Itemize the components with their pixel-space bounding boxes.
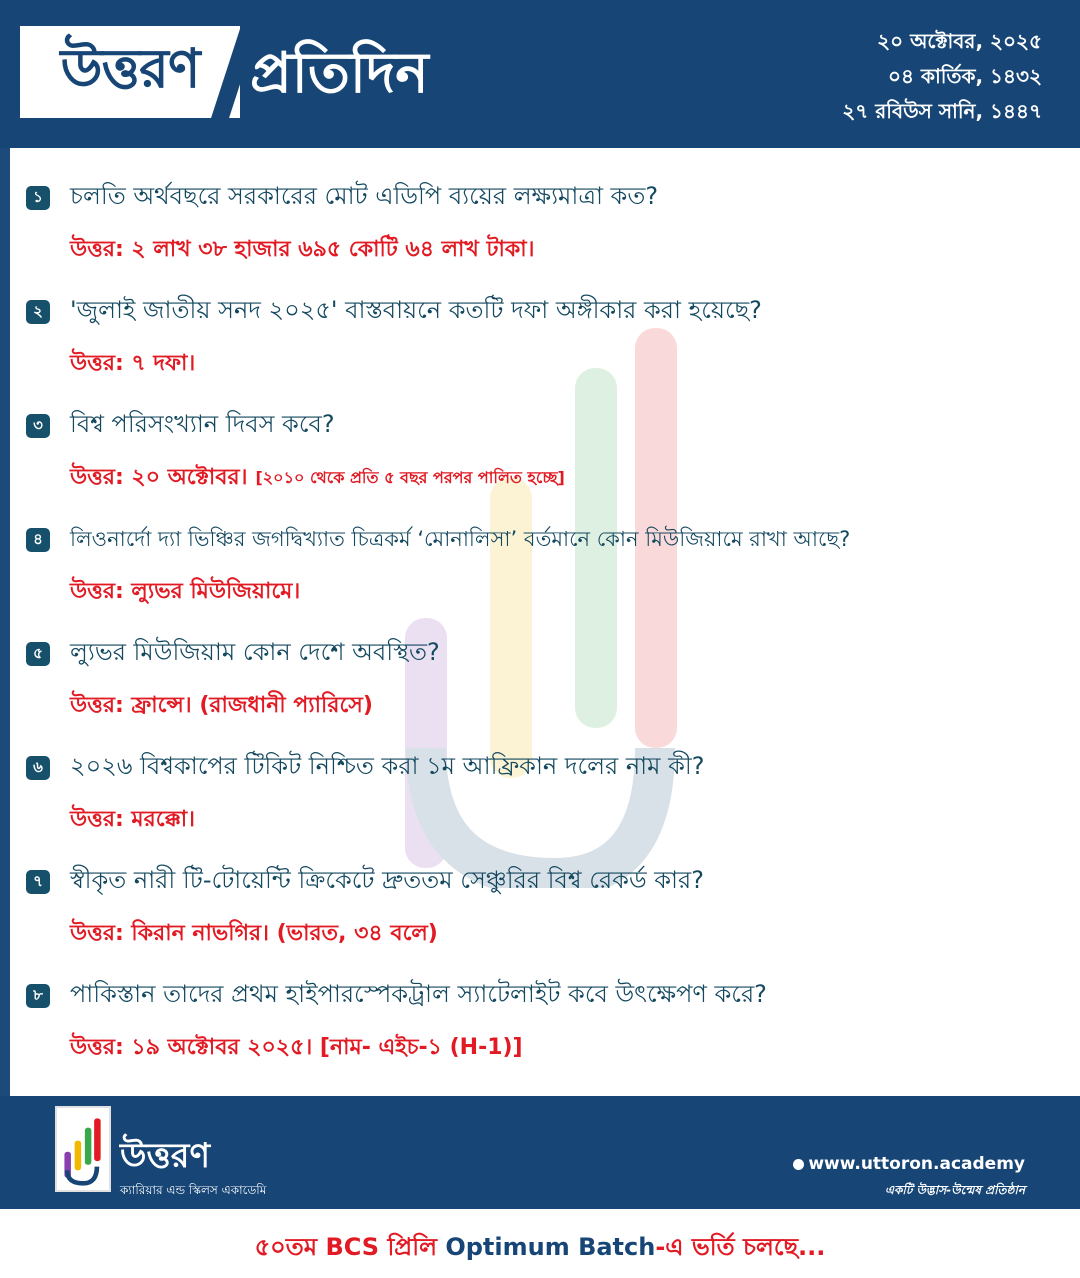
qa-item-1 — [10, 176, 1080, 280]
question-text: লিওনার্দো দ্যা ভিঞ্চির জগদ্বিখ্যাত চিত্রকর্ম ‘মোনালিসা’ বর্তমানে কোন মিউজিয়ামে রাখা আছে? — [70, 526, 851, 551]
brand-name: উত্তরণ — [60, 37, 200, 100]
question-number-badge: ২ — [26, 300, 50, 324]
brand-logo-box — [20, 26, 240, 118]
answer-note: [২০১০ থেকে প্রতি ৫ বছর পরপর পালিত হচ্ছে] — [255, 467, 565, 487]
uttoron-logo-icon — [55, 1106, 111, 1192]
answer-text: উত্তর: কিরান নাভগির। (ভারত, ৩৪ বলে) — [70, 920, 438, 946]
qa-item-4 — [10, 518, 1080, 622]
date-gregorian: ২০ অক্টোবর, ২০২৫ — [877, 29, 1042, 53]
promo-text — [0, 1229, 1080, 1269]
question-number-badge: ১ — [26, 186, 50, 210]
answer-text: উত্তর: মরক্কো। — [70, 806, 196, 832]
question-text: 'জুলাই জাতীয় সনদ ২০২৫' বাস্তবায়নে কতটি দফা অঙ্গীকার করা হয়েছে? — [70, 296, 762, 324]
question-number-badge: ৮ — [26, 984, 50, 1008]
qa-item-6 — [10, 746, 1080, 850]
answer-text: উত্তর: ১৯ অক্টোবর ২০২৫। [নাম- এইচ-১ (H-1)] — [70, 1034, 523, 1060]
globe-icon — [793, 1159, 804, 1170]
question-number-badge: ৭ — [26, 870, 50, 894]
answer-text: উত্তর: ল্যুভর মিউজিয়ামে। — [70, 578, 301, 604]
answer-text: উত্তর: ৭ দফা। — [70, 350, 196, 376]
question-text: ২০২৬ বিশ্বকাপের টিকিট নিশ্চিত করা ১ম আফ্রিকান দলের নাম কী? — [70, 752, 705, 780]
website-text: www.uttoron.academy — [808, 1154, 1025, 1174]
qa-panel — [10, 148, 1080, 1096]
answer-text: উত্তর: ফ্রান্সে। (রাজধানী প্যারিসে) — [70, 692, 373, 718]
promo-bar — [0, 1206, 1080, 1278]
question-text: বিশ্ব পরিসংখ্যান দিবস কবে? — [70, 410, 335, 438]
promo-part-3: -এ ভর্তি চলছে... — [655, 1233, 826, 1261]
date-block — [842, 24, 1042, 129]
qa-item-5 — [10, 632, 1080, 736]
qa-item-8 — [10, 974, 1080, 1078]
footer-brand-subtitle: ক্যারিয়ার এন্ড স্কিলস একাডেমি — [120, 1183, 267, 1197]
promo-part-1: ৫০তম BCS প্রিলি — [254, 1233, 437, 1261]
question-number-badge: ৬ — [26, 756, 50, 780]
header — [0, 0, 1080, 148]
qa-item-2 — [10, 290, 1080, 394]
date-hijri: ২৭ রবিউস সানি, ১৪৪৭ — [842, 99, 1042, 123]
footer-tagline: একটি উদ্ভাস-উন্মেষ প্রতিষ্ঠান — [884, 1183, 1025, 1197]
page-title: প্রতিদিন — [250, 41, 429, 106]
date-bangla: ০৪ কার্তিক, ১৪৩২ — [888, 64, 1042, 88]
answer-text: উত্তর: ২০ অক্টোবর। — [70, 464, 248, 490]
question-number-badge: ৪ — [26, 528, 50, 552]
question-text: চলতি অর্থবছরে সরকারের মোট এডিপি ব্যয়ের লক্ষ্যমাত্রা কত? — [70, 182, 659, 210]
qa-item-7 — [10, 860, 1080, 964]
question-text: ল্যুভর মিউজিয়াম কোন দেশে অবস্থিত? — [70, 638, 440, 666]
question-text: স্বীকৃত নারী টি-টোয়েন্টি ক্রিকেটে দ্রুততম সেঞ্চুরির বিশ্ব রেকর্ড কার? — [70, 866, 704, 894]
footer — [0, 1096, 1080, 1206]
footer-brand-name: উত্তরণ — [120, 1136, 211, 1176]
question-text: পাকিস্তান তাদের প্রথম হাইপারস্পেকট্রাল স্যাটেলাইট কবে উৎক্ষেপণ করে? — [70, 980, 767, 1008]
qa-item-3 — [10, 404, 1080, 508]
answer-text: উত্তর: ২ লাখ ৩৮ হাজার ৬৯৫ কোটি ৬৪ লাখ টাকা। — [70, 236, 535, 262]
website-link[interactable] — [793, 1154, 1025, 1174]
question-number-badge: ৩ — [26, 414, 50, 438]
question-number-badge: ৫ — [26, 642, 50, 666]
promo-part-2: Optimum Batch — [436, 1233, 656, 1261]
